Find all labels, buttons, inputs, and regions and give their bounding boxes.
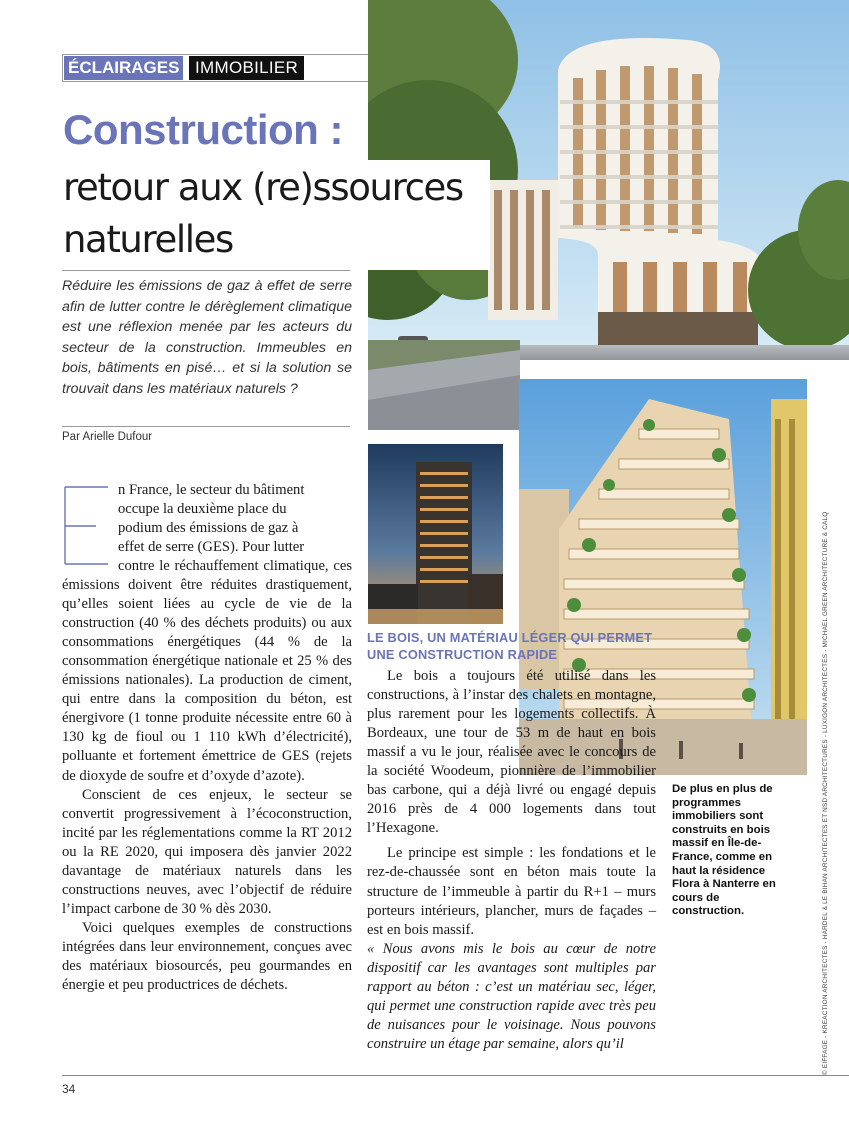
page-title-line-2 (63, 162, 463, 266)
lead-line: effet de serre (GES). Pour lutter (118, 539, 305, 556)
photo-street-foreground (368, 340, 520, 430)
byline: Par Arielle Dufour (62, 431, 153, 443)
body-column-2 (367, 667, 656, 1054)
section-tag: ÉCLAIRAGES (64, 56, 183, 80)
body-paragraph: Conscient de ces enjeux, le secteur se convertit progressivement à l’écoconstruction, incité par les réglementations comme la RT 2012 ou la RE 2020, qui imposera dès janvier 2022 davantage de matériaux naturels dans les constructions neuves, avec l’objectif de réduire l’impact carbone de 30 % dès 2030. (62, 786, 352, 917)
body-paragraph: Voici quelques exemples de constructions intégrées dans leur environnement, conçues avec des matériaux biosourcés, peu gourmandes en énergie et peu productrices de déchets. (62, 919, 352, 994)
page-title-line-1: Construction : (63, 106, 343, 153)
chapo-top-rule (62, 270, 350, 271)
lead-line: n France, le secteur du bâtiment (118, 482, 305, 498)
page-number: 34 (62, 1082, 76, 1096)
body-paragraph: contre le réchauffement climatique, ces émissions doivent être réduites drastiquement, qu’elles soient liées au cycle de vie de la construction (40 % des déchets produits) ou aux consommations énergétiques (44 % de la consommation énergétique nationale et 25 % des émissions nationales). La production de ciment, qui entre dans la composition du béton, est énergivore (1 tonne produite nécessite entre 60 à 130 kg de fioul ou 1 110 kWh d’électricité), polluante et fortement émettrice de GES (rejets de dioxyde de soufre et d’oxyde d’azote). (62, 558, 352, 784)
title-line-3-text: naturelles (63, 218, 233, 261)
photo-credit-text: © EIFFAGE - KREACTION ARCHITECTES - HARDEL & LE BIHAN ARCHITECTES ET NSD ARCHITECTURES - LUXIGON ARCHITECTES - MICHAEL GREEN ARCHITECTURE & CALQ (822, 511, 829, 1075)
lead-lines (118, 481, 352, 557)
lead-line: podium des émissions de gaz à (118, 520, 299, 537)
body-column-1 (62, 557, 352, 995)
category-tag: IMMOBILIER (189, 56, 304, 80)
box-paragraph: Le principe est simple : les fondations et le rez-de-chaussée sont en béton mais toute la structure de l’immeuble à partir du R+1 – murs porteurs intérieurs, plancher, murs de façades – est en bois massif. (367, 845, 656, 938)
box-heading: LE BOIS, UN MATÉRIAU LÉGER QUI PERMET UNE CONSTRUCTION RAPIDE (367, 630, 653, 662)
photo-caption: De plus en plus de programmes immobiliers sont construits en bois massif en Île-de-France, comme en haut la résidence Flora à Nanterre en cours de construction. (672, 783, 776, 918)
footer-rule (62, 1075, 849, 1076)
box-paragraph: Le bois a toujours été utilisé dans les constructions, à l’instar des chalets en montagne, plus rarement pour les logements collectifs. À Bordeaux, une tour de 53 m de haut en bois massif a vu le jour, réalisée avec le concours de la société Woodeum, pionnière de l’immobilier bas carbone, qui a déjà livré ou engagé depuis 2016 près de 4 000 logements dans tout l’Hexagone. (367, 668, 656, 837)
photo-night-tower (368, 444, 503, 624)
dropcap (62, 484, 110, 566)
lead-line: occupe la deuxième place du (118, 501, 287, 518)
photo-credit (811, 480, 831, 1075)
chapo-bottom-rule (62, 426, 350, 427)
box-quote: « Nous avons mis le bois au cœur de notre dispositif car les avantages sont multiples par rapport au béton : c’est un matériau sec, léger, qui permet une construction rapide avec très peu de nuisances pour le voisinage. Nous pouvons construire un étage par semaine, alors qu’il (367, 940, 656, 1052)
chapo: Réduire les émissions de gaz à effet de serre afin de lutter contre le dérèglement climatique est une réflexion menée par les acteurs du secteur de la construction. Immeubles en bois, bâtiments en pisé… et si la solution se trouvait dans les matériaux naturels ? (62, 278, 352, 397)
title-line-2-text: retour aux (re)ssources (63, 166, 463, 209)
